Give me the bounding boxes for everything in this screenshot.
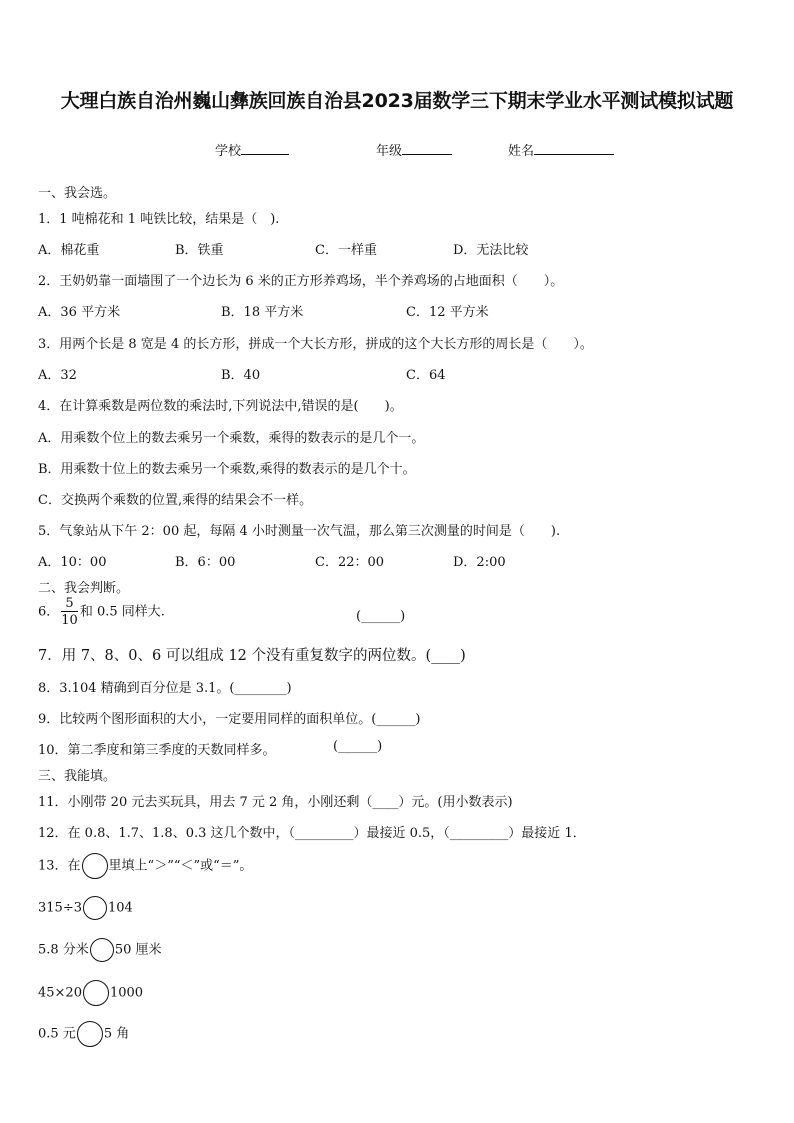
question-6 [38, 597, 165, 627]
compare-left: 45×20 [38, 985, 82, 1001]
q13-after: 里填上“＞”“＜”或“＝”。 [108, 858, 253, 874]
q4-option-b: B．用乘数十位上的数去乘另一个乘数,乘得的数表示的是几个十。 [38, 462, 416, 477]
compare-left: 0.5 元 [38, 1026, 76, 1042]
q3-option-a: A．32 [38, 368, 77, 383]
q5-option-b: B．6：00 [175, 555, 236, 570]
question-13 [38, 853, 252, 879]
q6-text: 和 0.5 同样大. [79, 604, 165, 620]
q2-option-b: B．18 平方米 [221, 305, 304, 320]
q1-option-b: B．铁重 [175, 243, 224, 258]
exam-title: 大理白族自治州巍山彝族回族自治县2023届数学三下期末学业水平测试模拟试题 [60, 90, 734, 112]
name-label: 姓名 [508, 144, 535, 159]
question-9: 9．比较两个图形面积的大小，一定要用同样的面积单位。(______) [38, 712, 421, 727]
school-blank [241, 142, 289, 155]
grade-label: 年级 [376, 144, 403, 159]
compare-circle [82, 853, 108, 879]
question-7: 7．用 7、8、0、6 可以组成 12 个没有重复数字的两位数。(____) [38, 648, 466, 664]
question-8: 8．3.104 精确到百分位是 3.1。(________) [38, 681, 292, 696]
compare-right: 1000 [109, 985, 144, 1001]
q4-option-a: A．用乘数个位上的数去乘另一个乘数，乘得的数表示的是几个一。 [38, 431, 425, 446]
compare-left: 315÷3 [38, 900, 82, 916]
school-label: 学校 [215, 144, 242, 159]
q10-answer-blank: (______) [333, 739, 383, 754]
q6-answer-blank: (______) [356, 609, 406, 624]
question-4: 4．在计算乘数是两位数的乘法时,下列说法中,错误的是( )。 [38, 399, 403, 414]
q1-option-c: C．一样重 [315, 243, 377, 258]
compare-item-2 [38, 938, 162, 962]
question-12: 12．在 0.8、1.7、1.8、0.3 这几个数中，（_________）最接近 0.5，（_________）最接近 1． [38, 826, 586, 841]
compare-item-3 [38, 980, 143, 1006]
compare-left: 5.8 分米 [38, 942, 89, 958]
q2-option-a: A．36 平方米 [38, 305, 121, 320]
compare-circle [90, 938, 114, 962]
q5-option-d: D．2:00 [453, 555, 506, 570]
compare-item-1 [38, 896, 133, 920]
compare-item-4 [38, 1021, 129, 1047]
question-1: 1．1 吨棉花和 1 吨铁比较，结果是（ ). [38, 212, 280, 227]
compare-circle [83, 896, 107, 920]
question-10: 10．第二季度和第三季度的天数同样多。 [38, 743, 276, 758]
fraction [61, 597, 78, 627]
q3-option-c: C．64 [406, 368, 446, 383]
name-blank [534, 142, 614, 155]
section-heading: 三、我能填。 [38, 769, 117, 784]
fraction-denominator: 10 [61, 613, 78, 628]
question-5: 5．气象站从下午 2：00 起，每隔 4 小时测量一次气温，那么第三次测量的时间是（ ). [38, 524, 561, 539]
q1-option-d: D．无法比较 [453, 243, 529, 258]
grade-blank [402, 142, 452, 155]
q1-option-a: A．棉花重 [38, 243, 100, 258]
q2-option-c: C．12 平方米 [406, 305, 489, 320]
question-2: 2．王奶奶靠一面墙围了一个边长为 6 米的正方形养鸡场，半个养鸡场的占地面积（ ）。 [38, 274, 564, 289]
compare-circle [83, 980, 109, 1006]
name-field [508, 140, 614, 159]
q5-option-c: C．22：00 [315, 555, 385, 570]
question-3: 3．用两个长是 8 宽是 4 的长方形，拼成一个大长方形，拼成的这个大长方形的周长是（ ）。 [38, 337, 593, 352]
school-field [215, 140, 289, 159]
q4-option-c: C．交换两个乘数的位置,乘得的结果会不一样。 [38, 493, 313, 508]
compare-right: 104 [107, 900, 133, 916]
grade-field [376, 140, 452, 159]
q3-option-b: B．40 [221, 368, 261, 383]
compare-right: 5 角 [103, 1026, 130, 1042]
section-heading: 一、我会选。 [38, 186, 117, 201]
question-11: 11．小刚带 20 元去买玩具，用去 7 元 2 角，小刚还剩（____）元。(用小数表示) [38, 795, 513, 810]
compare-right: 50 厘米 [114, 942, 162, 958]
q6-number: 6． [38, 604, 60, 620]
compare-circle [77, 1021, 103, 1047]
fraction-numerator: 5 [61, 597, 78, 612]
q13-before: 13．在 [38, 858, 81, 874]
section-heading: 二、我会判断。 [38, 581, 130, 596]
q5-option-a: A．10：00 [38, 555, 107, 570]
